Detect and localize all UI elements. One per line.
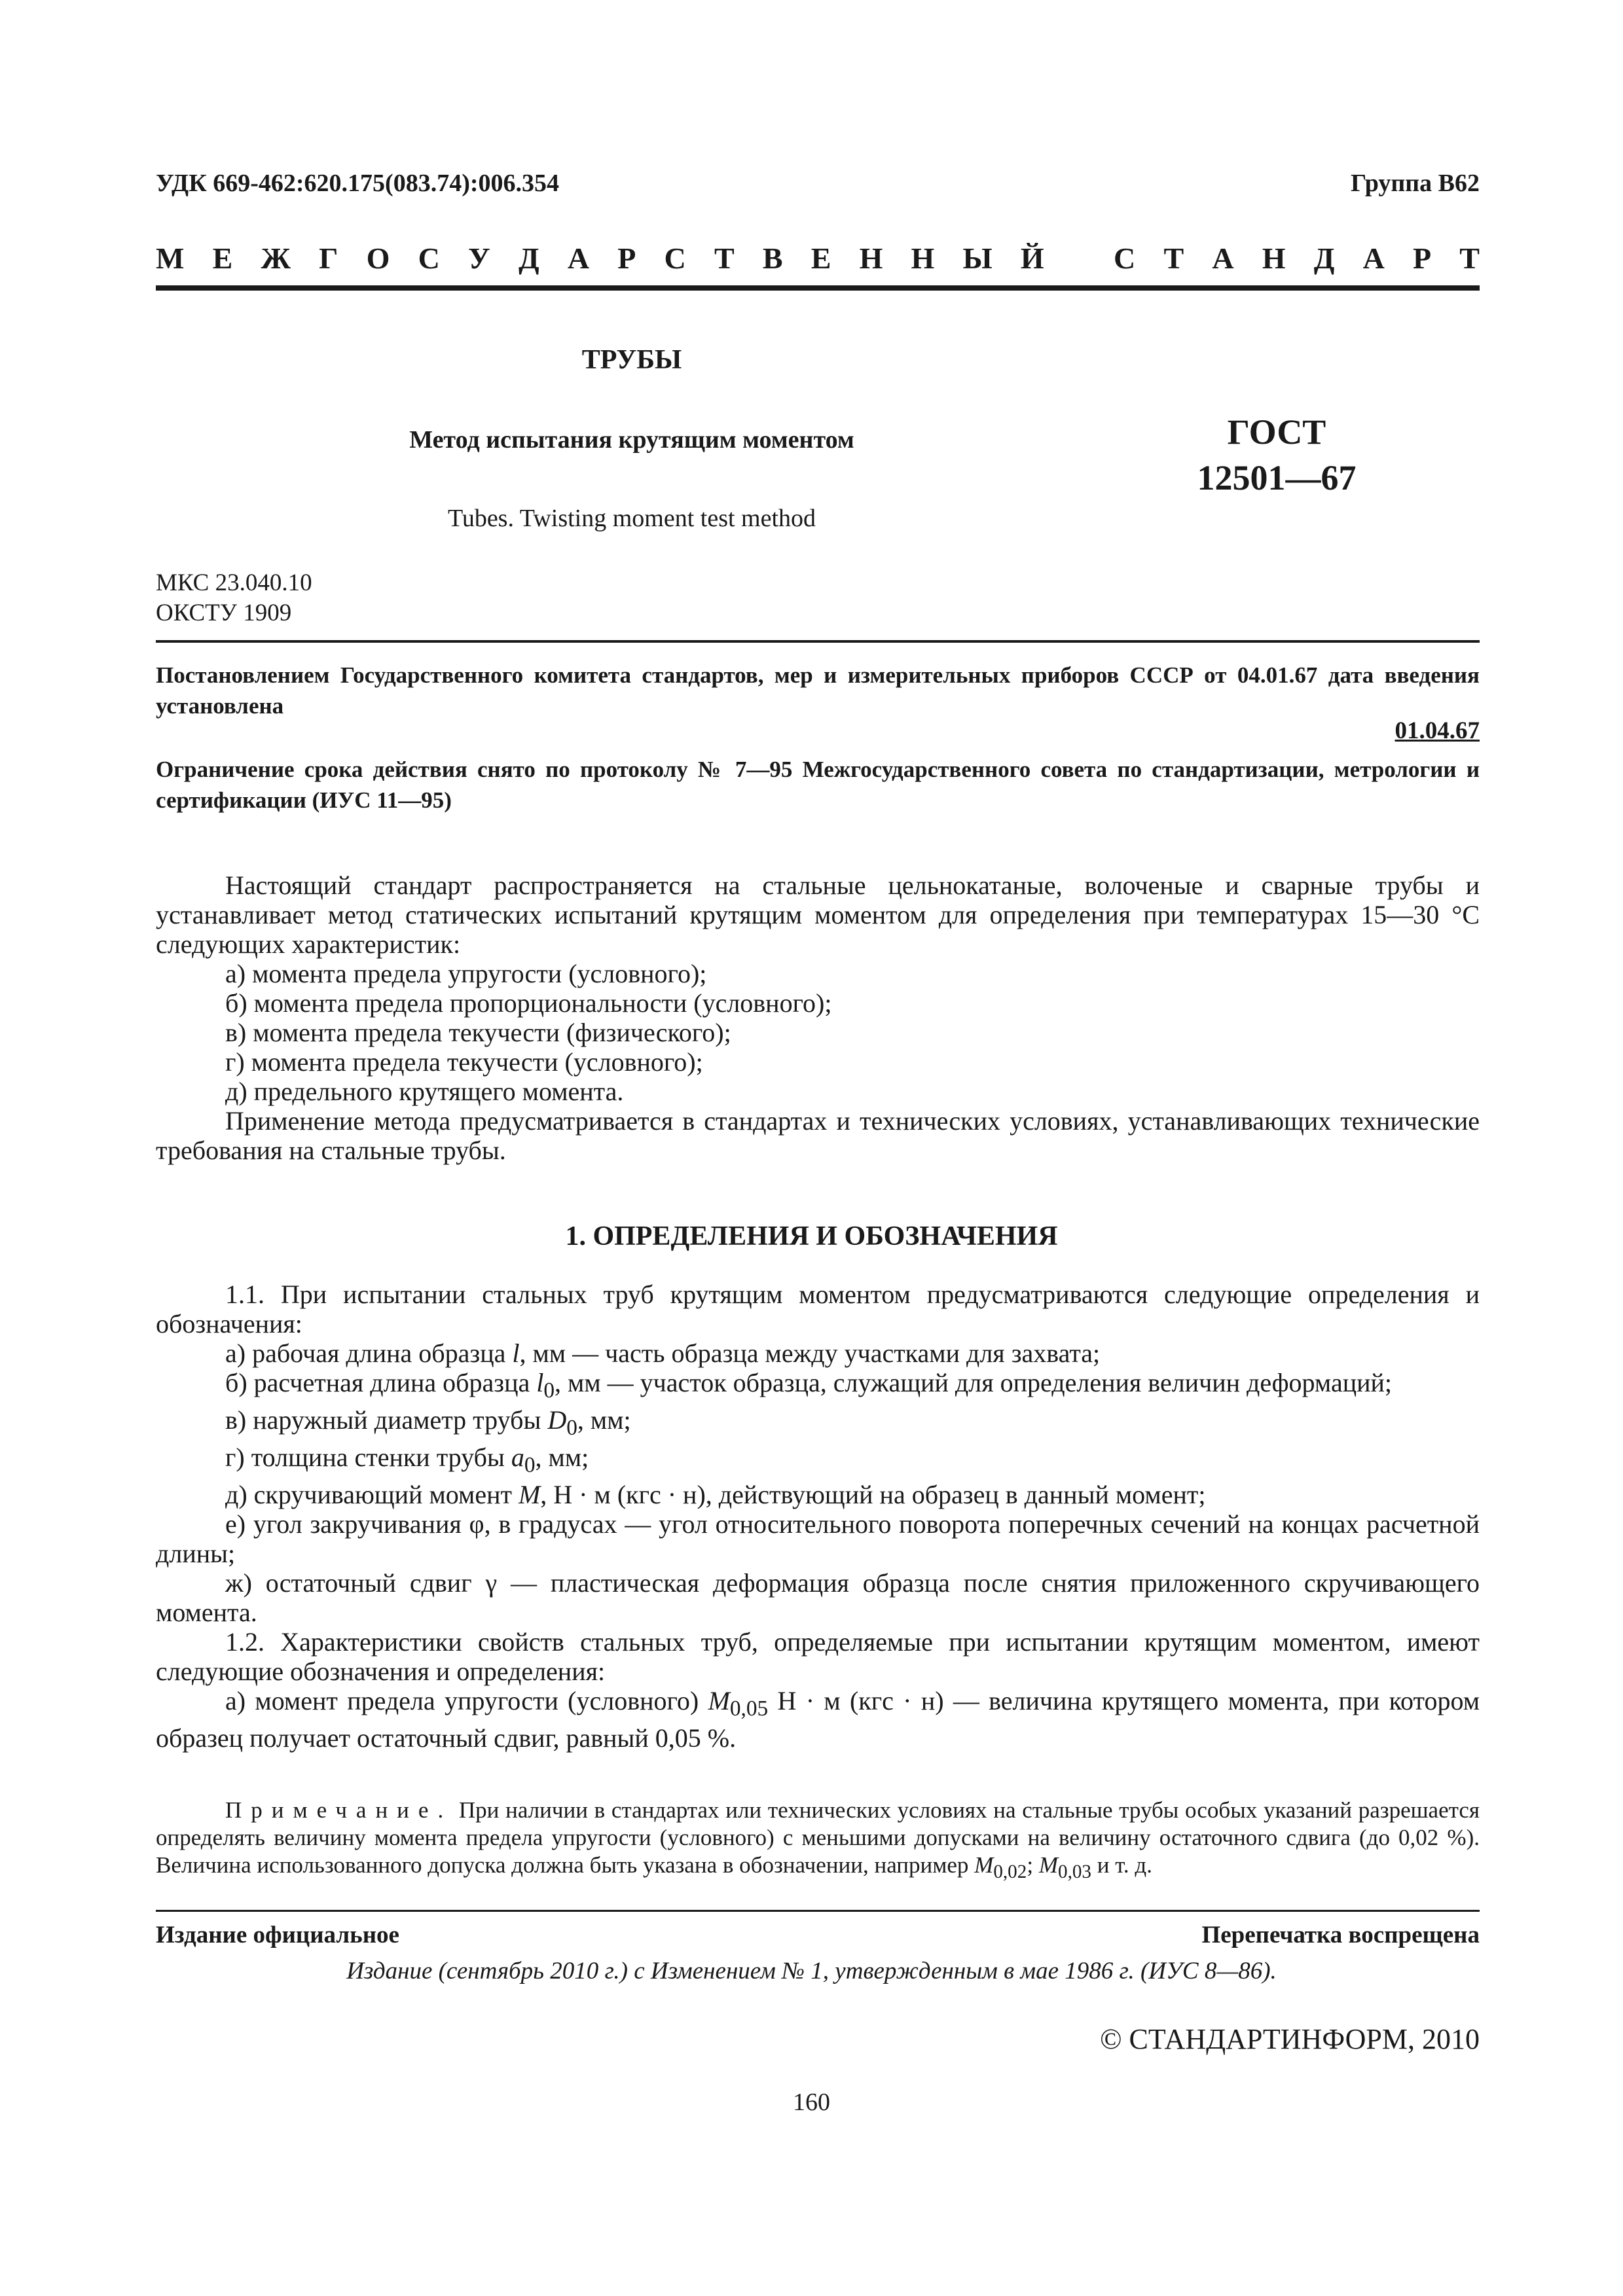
banner-letter: А [567,242,590,275]
banner-letter: Д [518,242,539,275]
footer-rule [156,1910,1480,1912]
banner-letter: Т [1459,242,1480,275]
banner-letter: Й [1020,242,1044,275]
decree-text: Постановлением Государственного комитета стандартов, мер и измерительных приборов СССР от 04.01.67 дата введения установлена [156,662,1480,719]
definition-d: д) скручивающий момент M, Н · м (кгс · н), действующий на образец в данный момент; [225,1480,1206,1509]
banner-letter: В [762,242,783,275]
classification-codes [156,568,312,628]
definition-e: е) угол закручивания φ, в градусах — угол относительного поворота поперечных сечений на концах расчетной длины; [156,1509,1480,1568]
banner-letter: С [664,242,686,275]
intro-section [156,870,1480,1165]
note-label: Примечание. [225,1797,453,1823]
gost-label: ГОСТ [1227,412,1326,452]
banner-letter: Е [811,242,831,275]
clause-1-2: 1.2. Характеристики свойств стальных труб, определяемые при испытании крутящим моментом, имеют следующие обозначения и определения: [156,1627,1480,1686]
effective-date: 01.04.67 [1395,717,1480,744]
group-code: Группа В62 [1350,170,1480,197]
intro-item: г) момента предела текучести (условного); [225,1047,703,1077]
banner-letter: А [1212,242,1234,275]
standard-banner [156,241,1480,276]
definition-g: г) толщина стенки трубы $a_0$, мм; [225,1443,589,1477]
definition-v: в) наружный диаметр трубы $D_0$, мм; [225,1405,631,1440]
udk-code: УДК 669-462:620.175(083.74):006.354 [156,170,560,197]
banner-letter: Р [617,242,636,275]
intro-item: а) момента предела упругости (условного); [225,959,707,988]
gost-designation [1139,409,1414,501]
definition-b: б) расчетная длина образца $l_0$, мм — участок образца, служащий для определения величин деформаций; [225,1368,1393,1403]
official-edition: Издание официальное [156,1922,399,1948]
header-rule [156,285,1480,291]
definition-a2: а) момент предела упругости (условного) $M_{0,05}$ Н · м (кгс · н) — величина крутящего момента, при котором образец получает остаточный сдвиг, равный 0,05 %. [156,1686,1480,1753]
banner-letter: С [418,242,440,275]
banner-letter: Т [1163,242,1184,275]
banner-letter: Т [714,242,735,275]
decree-rule [156,640,1480,643]
intro-item: д) предельного крутящего момента. [225,1077,624,1106]
intro-item: б) момента предела пропорциональности (условного); [225,988,832,1018]
note-paragraph: Примечание. При наличии в стандартах или технических условиях на стальные трубы особых указаний разрешается определять величину момента предела упругости (условного) с меньшими допусками на величину остаточного сдвига (до 0,02 %). Величина использованного допуска должна быть указана в обозначении, например $M_{0,02}$; $M_{0,03}$ и т. д. [156,1797,1480,1882]
clause-1-1: 1.1. При испытании стальных труб крутящим моментом предусматриваются следующие определения и обозначения: [156,1280,1480,1338]
intro-paragraph: Настоящий стандарт распространяется на стальные цельнокатаные, волоченые и сварные трубы и устанавливает метод статических испытаний крутящим моментом для определения при температурах 15—30 °С следующих характеристик: [156,870,1480,959]
copyright: © СТАНДАРТИНФОРМ, 2010 [1100,2023,1480,2055]
banner-letter: О [366,242,390,275]
banner-letter: Р [1412,242,1432,275]
edition-note: Издание (сентябрь 2010 г.) с Изменением № 1, утвержденным в мае 1986 г. (ИУС 8—86). [346,1958,1277,1984]
banner-letter: Г [319,242,338,275]
banner-letter: Н [859,242,883,275]
gost-number: 12501—67 [1197,458,1357,497]
document-subtitle: Метод испытания крутящим моментом [409,426,854,454]
definition-zh: ж) остаточный сдвиг γ — пластическая деформация образца после снятия приложенного скручивающего момента. [156,1568,1480,1627]
okstu-code: ОКСТУ 1909 [156,600,292,626]
definition-a: а) рабочая длина образца l, мм — часть образца между участками для захвата; [225,1338,1101,1368]
banner-letter: С [1114,242,1136,275]
english-title: Tubes. Twisting moment test method [447,505,816,532]
mks-code: МКС 23.040.10 [156,569,312,596]
document-title: ТРУБЫ [581,345,682,375]
banner-letter: Е [212,242,233,275]
section-heading: 1. ОПРЕДЕЛЕНИЯ И ОБОЗНАЧЕНИЯ [565,1221,1058,1251]
banner-letter: Ж [261,242,291,275]
page-number: 160 [793,2089,830,2116]
banner-letter: У [468,242,490,275]
banner-letter: Ы [962,242,993,275]
intro-item: в) момента предела текучести (физического); [225,1018,731,1047]
restriction-text: Ограничение срока действия снято по протоколу № 7—95 Межгосударственного совета по стандартизации, метрологии и сертификации (ИУС 11—95) [156,757,1480,813]
banner-letter: Д [1313,242,1335,275]
banner-gap [1072,241,1085,276]
intro-application: Применение метода предусматривается в стандартах и технических условиях, устанавливающих технические требования на стальные трубы. [156,1106,1480,1165]
banner-letter: А [1362,242,1385,275]
reprint-notice: Перепечатка воспрещена [1201,1922,1480,1948]
banner-letter: Н [911,242,935,275]
definitions-section [156,1280,1480,1753]
banner-letter: Н [1262,242,1286,275]
banner-letter: М [156,242,185,275]
